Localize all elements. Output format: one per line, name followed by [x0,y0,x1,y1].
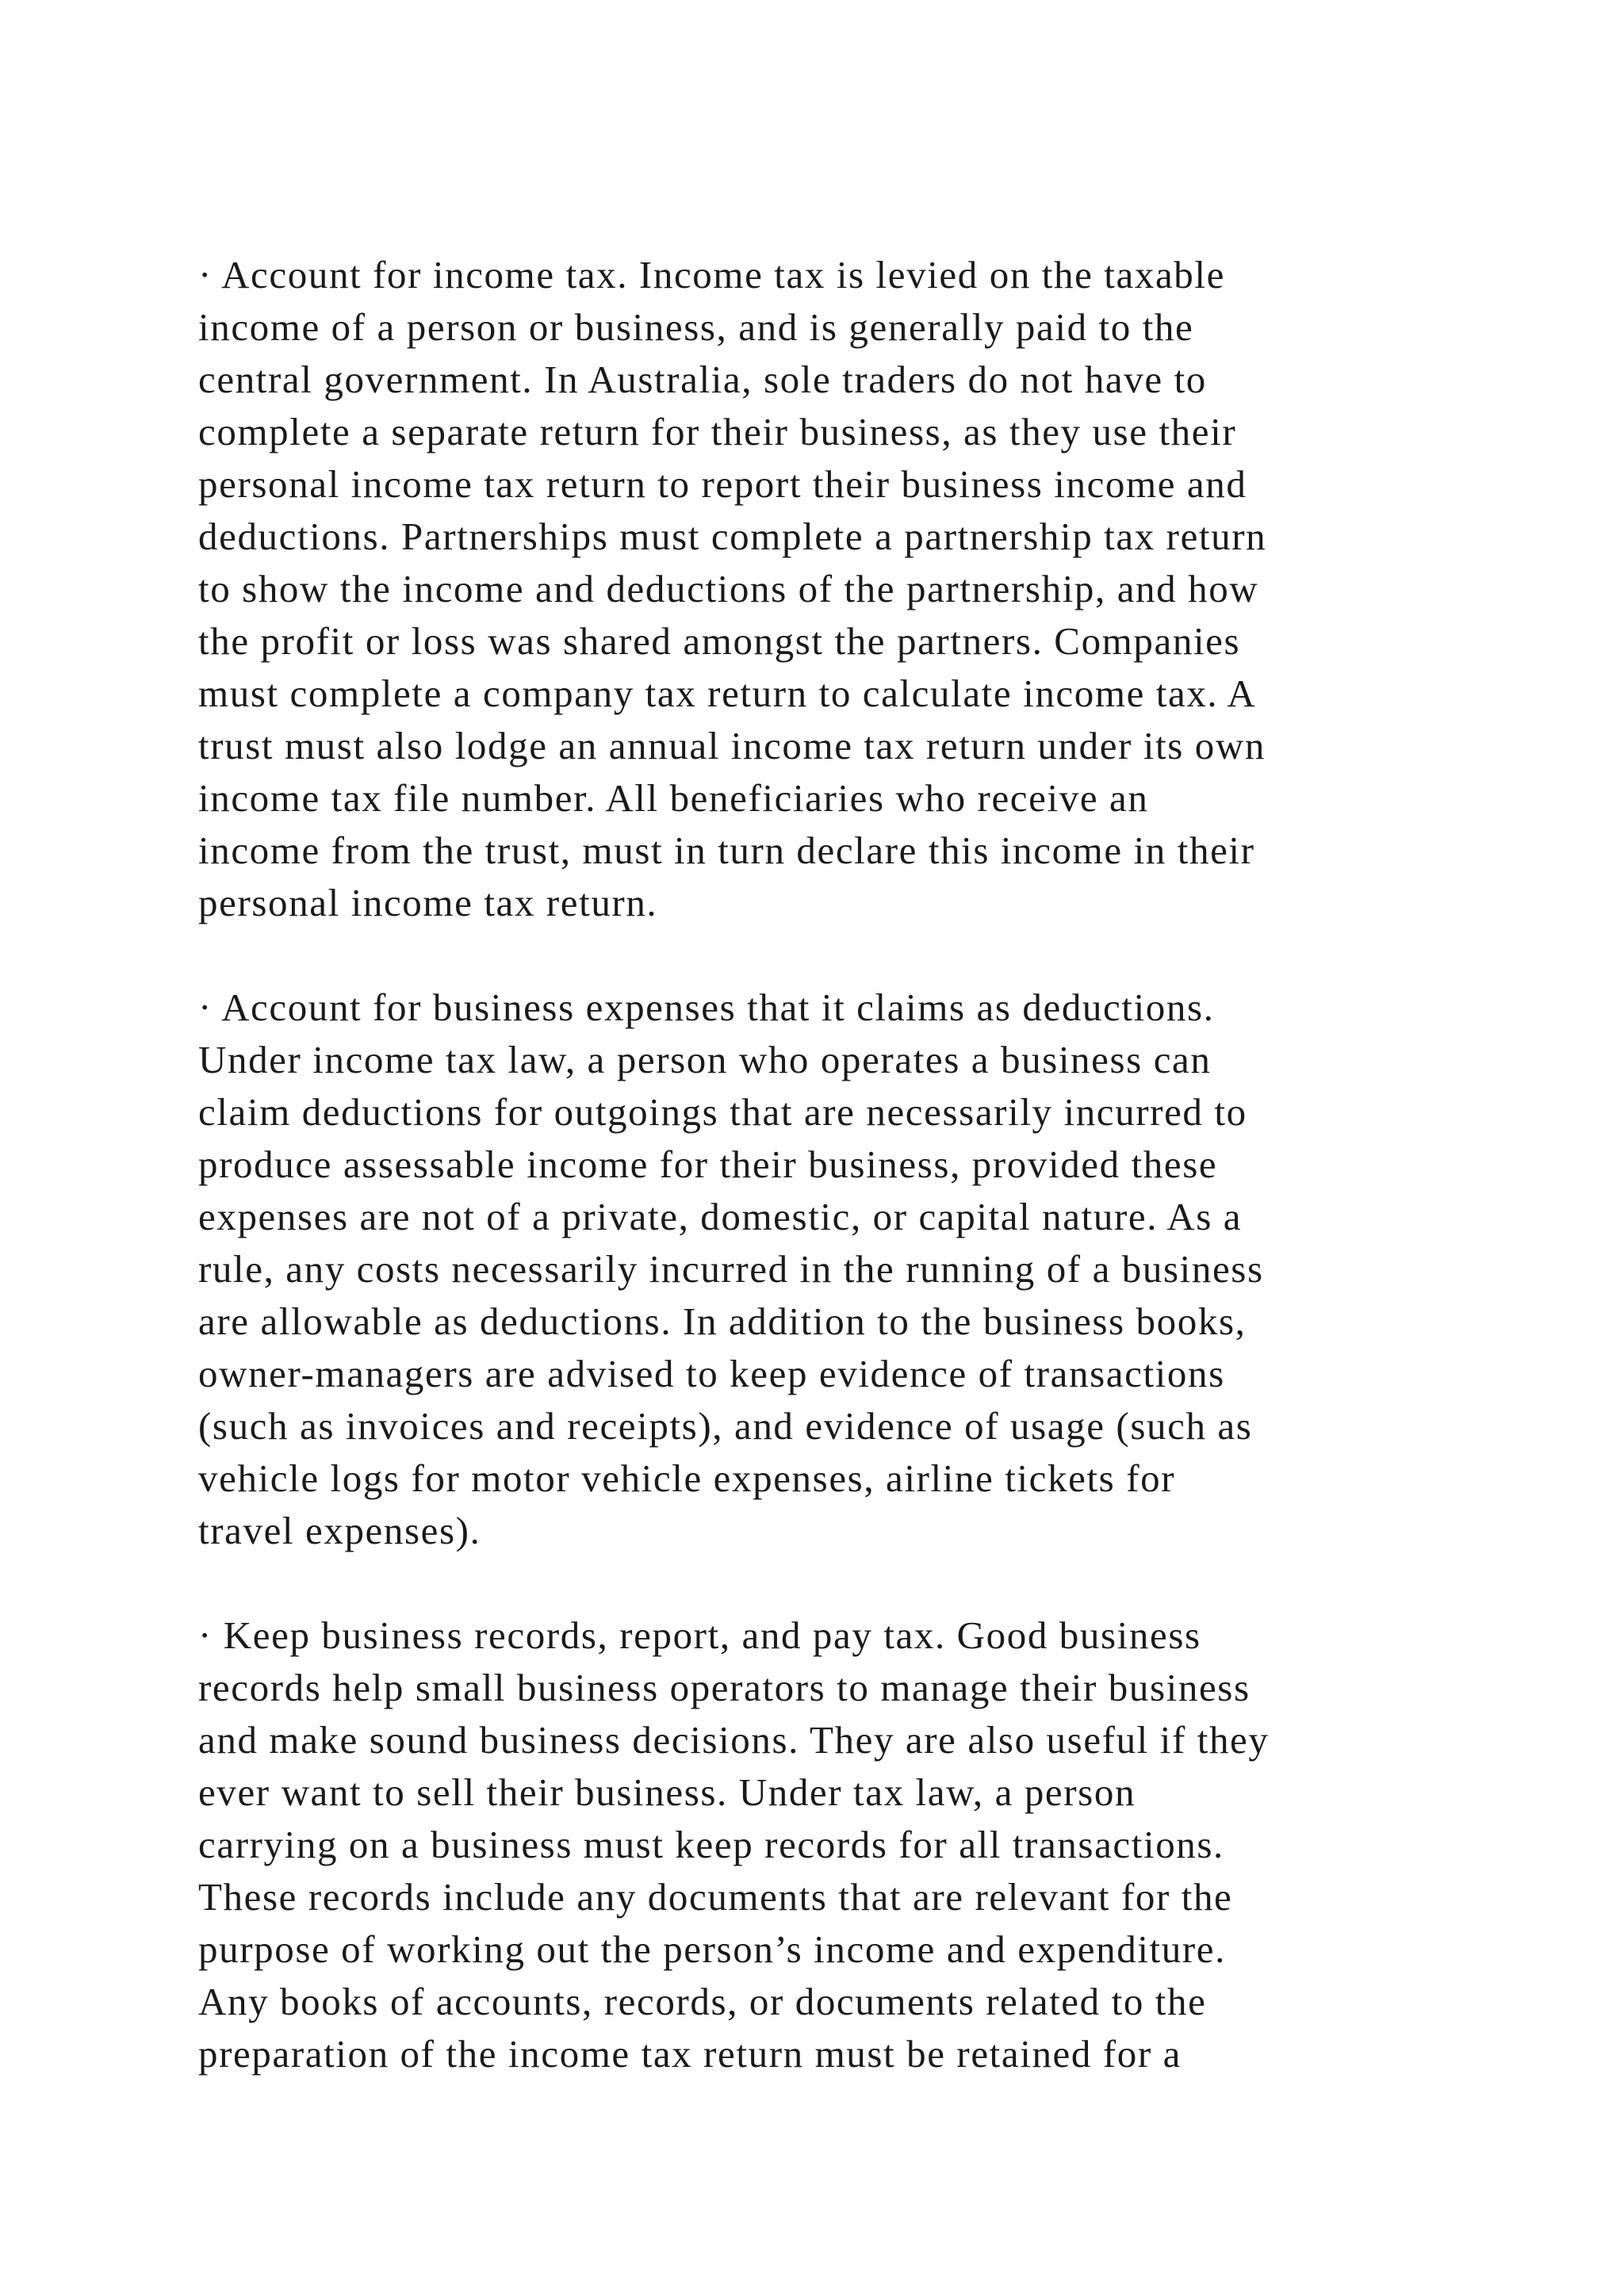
text-line: These records include any documents that are relevant for the [198,1875,1233,1919]
text-line: central government. In Australia, sole traders do not have to [198,358,1207,401]
text-line: Any books of accounts, records, or documents related to the [198,1980,1207,2023]
text-line: must complete a company tax return to calculate income tax. A [198,672,1257,715]
text-line: vehicle logs for motor vehicle expenses, airline tickets for [198,1456,1176,1500]
text-line: income tax file number. All beneficiaries who receive an [198,776,1149,820]
text-line: claim deductions for outgoings that are necessarily incurred to [198,1090,1247,1134]
paragraph-income-tax [198,249,1435,929]
text-line: and make sound business decisions. They are also useful if they [198,1718,1270,1762]
text-line: purpose of working out the person’s income and expenditure. [198,1927,1226,1971]
text-line: expenses are not of a private, domestic, or capital nature. As a [198,1195,1243,1238]
text-line: · Keep business records, report, and pay tax. Good business [198,1613,1201,1657]
text-line: deductions. Partnerships must complete a partnership tax return [198,515,1267,558]
text-line: owner-managers are advised to keep evidence of transactions [198,1352,1225,1395]
text-line: the profit or loss was shared amongst the partners. Companies [198,619,1241,663]
text-line: ever want to sell their business. Under tax law, a person [198,1770,1136,1814]
text-line: income of a person or business, and is generally paid to the [198,305,1194,349]
text-line: personal income tax return to report their business income and [198,462,1247,506]
text-line: records help small business operators to manage their business [198,1666,1251,1709]
text-line: rule, any costs necessarily incurred in the running of a business [198,1247,1264,1291]
text-line: Under income tax law, a person who operates a business can [198,1038,1212,1081]
document-body [198,249,1435,2133]
text-line: trust must also lodge an annual income tax return under its own [198,724,1266,767]
text-line: produce assessable income for their business, provided these [198,1142,1218,1186]
text-line: · Account for business expenses that it claims as deductions. [198,985,1215,1029]
text-line: (such as invoices and receipts), and evidence of usage (such as [198,1404,1253,1448]
text-line: are allowable as deductions. In addition to the business books, [198,1299,1247,1343]
text-line: travel expenses). [198,1509,481,1552]
text-line: carrying on a business must keep records for all transactions. [198,1823,1224,1866]
text-line: to show the income and deductions of the partnership, and how [198,567,1259,610]
paragraph-business-expenses [198,982,1435,1557]
text-line: complete a separate return for their business, as they use their [198,410,1237,453]
text-line: preparation of the income tax return must be retained for a [198,2032,1182,2076]
text-line: personal income tax return. [198,881,658,924]
text-line: · Account for income tax. Income tax is levied on the taxable [198,253,1225,297]
text-line: income from the trust, must in turn declare this income in their [198,828,1255,872]
paragraph-business-records [198,1609,1435,2080]
